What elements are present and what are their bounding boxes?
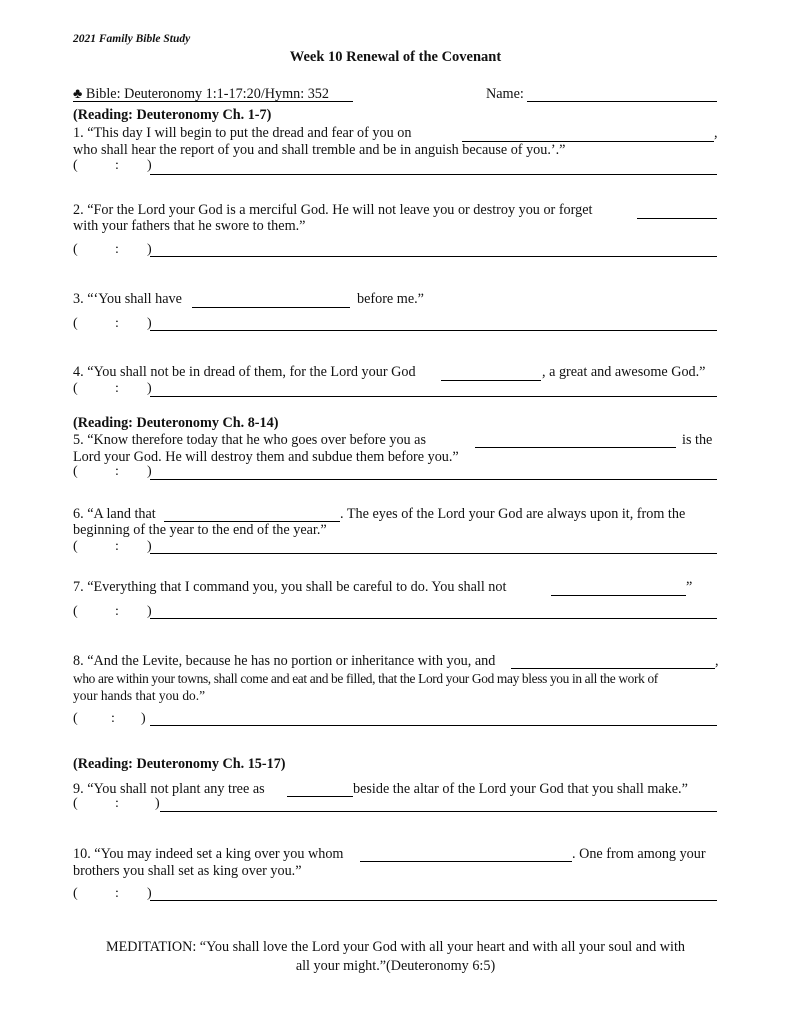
question-10-answer-line[interactable] xyxy=(150,900,717,901)
question-4-answer-line[interactable] xyxy=(150,396,717,397)
question-3-text-after: before me.” xyxy=(357,291,424,307)
bible-underline xyxy=(73,101,353,102)
meditation-line-1: MEDITATION: “You shall love the Lord your God with all your heart and with all your soul and with xyxy=(105,939,686,955)
question-3-blank[interactable] xyxy=(192,307,350,308)
question-5-text-after: is the xyxy=(682,432,713,448)
question-9-text-after: beside the altar of the Lord your God that you shall make.” xyxy=(353,781,688,797)
question-3-text: 3. “‘You shall have xyxy=(73,291,182,307)
page-title: Week 10 Renewal of the Covenant xyxy=(289,49,502,65)
question-2-answer-line[interactable] xyxy=(150,256,717,257)
question-8-text-line3: your hands that you do.” xyxy=(73,688,206,703)
question-2-blank[interactable] xyxy=(637,218,717,219)
question-5-answer-line[interactable] xyxy=(150,479,717,480)
question-6-answer-line[interactable] xyxy=(150,553,717,554)
question-7-answer-line[interactable] xyxy=(150,618,717,619)
name-label: Name: xyxy=(486,86,524,102)
question-5-text-line2: Lord your God. He will destroy them and subdue them before you.” xyxy=(73,449,459,465)
meditation-line-2: all your might.”(Deuteronomy 6:5) xyxy=(295,958,496,974)
question-2-text-line2: with your fathers that he swore to them.” xyxy=(73,218,306,234)
question-5-text: 5. “Know therefore today that he who goes over before you as xyxy=(73,432,426,448)
question-3-answer-line[interactable] xyxy=(150,330,717,331)
question-7-blank[interactable] xyxy=(551,595,686,596)
question-4-text-after: , a great and awesome God.” xyxy=(542,364,706,380)
question-1-punct: , xyxy=(714,125,718,141)
question-8-answer-line[interactable] xyxy=(150,725,717,726)
question-10-blank[interactable] xyxy=(360,861,572,862)
section-heading: (Reading: Deuteronomy Ch. 15-17) xyxy=(73,756,286,772)
bible-reading-text: Bible: Deuteronomy 1:1-17:20/Hymn: 352 xyxy=(85,86,329,102)
club-icon: ♣ xyxy=(73,86,83,102)
question-10-text-after: . One from among your xyxy=(572,846,706,862)
question-9-blank[interactable] xyxy=(287,796,353,797)
section-heading: (Reading: Deuteronomy Ch. 1-7) xyxy=(73,107,272,123)
question-1-text: 1. “This day I will begin to put the dread and fear of you on xyxy=(73,125,412,141)
question-7-text-after: ” xyxy=(686,579,693,595)
question-8-punct: , xyxy=(715,653,719,669)
question-8-blank[interactable] xyxy=(511,668,715,669)
question-6-text: 6. “A land that xyxy=(73,506,156,522)
question-10-text: 10. “You may indeed set a king over you whom xyxy=(73,846,344,862)
question-10-text-line2: brothers you shall set as king over you.” xyxy=(73,863,302,879)
question-4-text: 4. “You shall not be in dread of them, for the Lord your God xyxy=(73,364,416,380)
question-9-answer-line[interactable] xyxy=(160,811,717,812)
question-1-answer-line[interactable] xyxy=(150,174,717,175)
question-6-text-after: . The eyes of the Lord your God are always upon it, from the xyxy=(340,506,686,522)
question-7-text: 7. “Everything that I command you, you shall be careful to do. You shall not xyxy=(73,579,507,595)
question-2-text: 2. “For the Lord your God is a merciful God. He will not leave you or destroy you or forget xyxy=(73,202,593,218)
study-label: 2021 Family Bible Study xyxy=(73,33,191,45)
question-5-blank[interactable] xyxy=(475,447,676,448)
section-heading: (Reading: Deuteronomy Ch. 8-14) xyxy=(73,415,279,431)
name-field[interactable] xyxy=(527,101,717,102)
question-4-blank[interactable] xyxy=(441,380,541,381)
question-8-text: 8. “And the Levite, because he has no portion or inheritance with you, and xyxy=(73,653,496,669)
question-6-text-line2: beginning of the year to the end of the year.” xyxy=(73,522,327,538)
question-9-text: 9. “You shall not plant any tree as xyxy=(73,781,265,797)
question-8-text-line2: who are within your towns, shall come and eat and be filled, that the Lord your God may bless you in all the work of xyxy=(73,671,658,686)
question-1-text-line2: who shall hear the report of you and shall tremble and be in anguish because of you.’.” xyxy=(73,142,566,158)
